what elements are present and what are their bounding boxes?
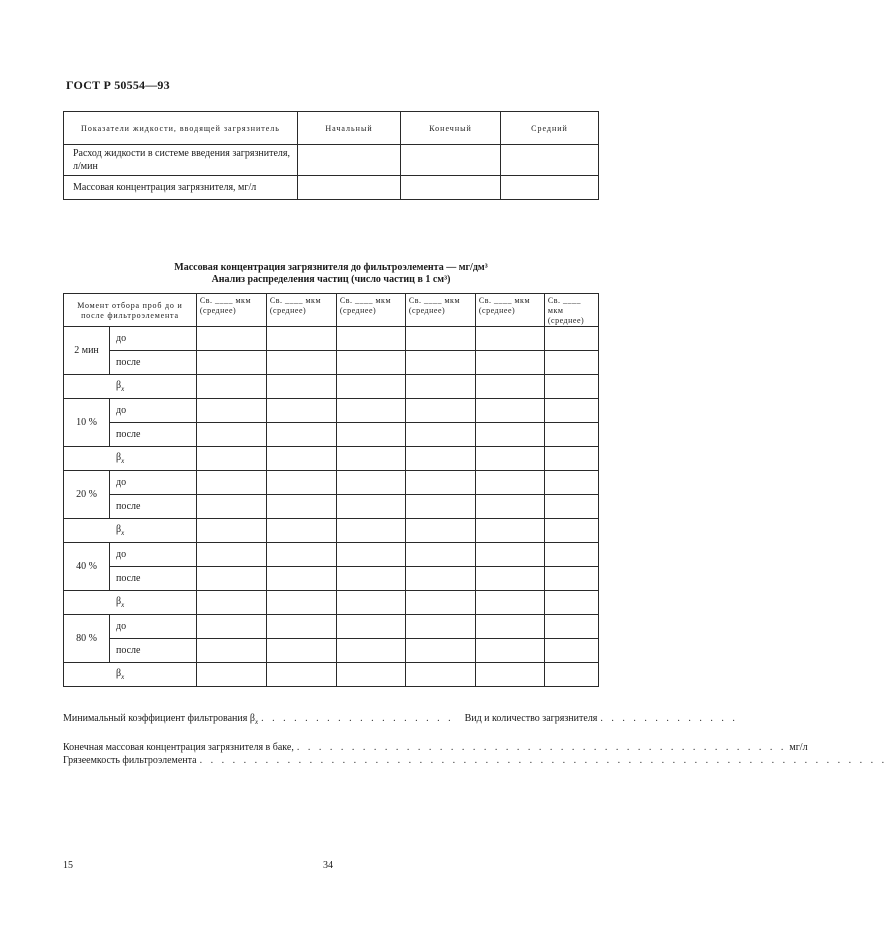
- dot-leader: . . . . . . . . . . . . . . . . . .: [261, 713, 454, 724]
- moment-label: 10 %: [64, 399, 110, 447]
- table-row: [64, 399, 599, 423]
- value-cell: [266, 663, 336, 687]
- value-cell: [501, 145, 599, 176]
- beta-symbol: β: [116, 596, 122, 607]
- value-cell: [501, 176, 599, 200]
- value-cell: [405, 399, 475, 423]
- size-header-suffix: (среднее): [408, 306, 446, 315]
- section-title-line1: Массовая концентрация загрязнителя до фильтроэлемента — мг/дм³: [174, 262, 488, 273]
- value-cell: [475, 663, 544, 687]
- value-cell: [196, 351, 266, 375]
- min-coefficient-sub: x: [254, 718, 259, 726]
- beta-label: [64, 447, 197, 471]
- after-label: после: [110, 639, 197, 663]
- moment-label: 80 %: [64, 615, 110, 663]
- beta-subscript: x: [121, 385, 125, 393]
- after-label: после: [110, 351, 197, 375]
- before-label: до: [110, 543, 197, 567]
- value-cell: [266, 567, 336, 591]
- table-row: [64, 567, 599, 591]
- value-cell: [196, 543, 266, 567]
- min-coefficient-text: Минимальный коэффициент фильтрования β: [63, 713, 255, 724]
- contaminant-label: Вид и количество загрязнителя: [464, 713, 598, 724]
- value-cell: [266, 615, 336, 639]
- value-cell: [266, 399, 336, 423]
- size-header-prefix: Св. ____ мкм: [339, 296, 391, 305]
- value-cell: [405, 543, 475, 567]
- header-average: Средний: [501, 112, 599, 145]
- beta-subscript: x: [121, 601, 125, 609]
- page-number-left: 15: [63, 860, 73, 871]
- table-row: [64, 615, 599, 639]
- table-header-row: [64, 294, 599, 327]
- value-cell: [336, 615, 405, 639]
- value-cell: [475, 423, 544, 447]
- moment-label: 20 %: [64, 471, 110, 519]
- size-header-suffix: (среднее): [199, 306, 237, 315]
- value-cell: [405, 615, 475, 639]
- value-cell: [196, 615, 266, 639]
- value-cell: [266, 375, 336, 399]
- row-label-mass-concentration: Массовая концентрация загрязнителя, мг/л: [64, 176, 298, 200]
- value-cell: [401, 145, 501, 176]
- after-label: после: [110, 567, 197, 591]
- value-cell: [405, 567, 475, 591]
- value-cell: [336, 351, 405, 375]
- beta-subscript: x: [121, 673, 125, 681]
- value-cell: [544, 639, 598, 663]
- size-header-prefix: Св. ____ мкм: [408, 296, 460, 305]
- value-cell: [336, 663, 405, 687]
- table-row: [64, 543, 599, 567]
- value-cell: [544, 543, 598, 567]
- beta-label: [64, 591, 197, 615]
- before-label: до: [110, 399, 197, 423]
- value-cell: [196, 327, 266, 351]
- size-header-prefix: Св. ____ мкм: [478, 296, 530, 305]
- size-header-suffix: (среднее): [339, 306, 377, 315]
- beta-symbol: β: [116, 452, 122, 463]
- before-label: до: [110, 615, 197, 639]
- header-indicators: Показатели жидкости, вводящей загрязнитель: [64, 112, 298, 145]
- value-cell: [405, 471, 475, 495]
- after-label: после: [110, 423, 197, 447]
- value-cell: [475, 615, 544, 639]
- value-cell: [196, 423, 266, 447]
- value-cell: [196, 447, 266, 471]
- value-cell: [544, 423, 598, 447]
- value-cell: [475, 495, 544, 519]
- value-cell: [266, 423, 336, 447]
- value-cell: [544, 471, 598, 495]
- header-initial: Начальный: [298, 112, 401, 145]
- moment-label: 2 мин: [64, 327, 110, 375]
- value-cell: [475, 375, 544, 399]
- value-cell: [405, 447, 475, 471]
- beta-symbol: β: [116, 524, 122, 535]
- value-cell: [475, 543, 544, 567]
- size-column-header: [544, 294, 598, 327]
- value-cell: [336, 543, 405, 567]
- value-cell: [196, 591, 266, 615]
- value-cell: [405, 519, 475, 543]
- final-concentration-line: [63, 742, 808, 753]
- beta-label: [64, 663, 197, 687]
- beta-label: [64, 375, 197, 399]
- value-cell: [405, 663, 475, 687]
- page-number-center: 34: [323, 860, 333, 871]
- value-cell: [544, 615, 598, 639]
- value-cell: [475, 327, 544, 351]
- document-id: ГОСТ Р 50554—93: [66, 78, 170, 92]
- beta-subscript: x: [121, 529, 125, 537]
- value-cell: [544, 399, 598, 423]
- value-cell: [196, 375, 266, 399]
- particle-distribution-table: [63, 293, 599, 687]
- value-cell: [401, 176, 501, 200]
- table-row: [64, 375, 599, 399]
- value-cell: [336, 375, 405, 399]
- value-cell: [336, 447, 405, 471]
- table-row: [64, 351, 599, 375]
- table-row: [64, 519, 599, 543]
- value-cell: [196, 639, 266, 663]
- section-title-line2: Анализ распределения частиц (число частиц в 1 см³): [211, 274, 451, 285]
- header-final: Конечный: [401, 112, 501, 145]
- value-cell: [544, 567, 598, 591]
- value-cell: [266, 327, 336, 351]
- size-column-header: [196, 294, 266, 327]
- size-header-prefix: Св. ____ мкм: [547, 296, 581, 315]
- beta-symbol: β: [116, 668, 122, 679]
- size-column-header: [336, 294, 405, 327]
- value-cell: [266, 471, 336, 495]
- value-cell: [196, 567, 266, 591]
- size-header-suffix: (среднее): [269, 306, 307, 315]
- value-cell: [336, 567, 405, 591]
- value-cell: [405, 375, 475, 399]
- dot-leader: . . . . . . . . . . . . . . . . . . . . . . . . . . . . . . . . . . . . . . . . . . . . . . . . . . . . . . . . . . . . . . .: [199, 755, 888, 766]
- beta-label: [64, 519, 197, 543]
- value-cell: [544, 327, 598, 351]
- value-cell: [336, 639, 405, 663]
- value-cell: [196, 519, 266, 543]
- value-cell: [475, 351, 544, 375]
- value-cell: [266, 351, 336, 375]
- before-label: до: [110, 327, 197, 351]
- value-cell: [475, 639, 544, 663]
- value-cell: [336, 519, 405, 543]
- value-cell: [544, 591, 598, 615]
- final-concentration-unit: мг/л: [789, 742, 808, 753]
- value-cell: [196, 663, 266, 687]
- beta-symbol: β: [116, 380, 122, 391]
- before-label: до: [110, 471, 197, 495]
- table-row: [64, 327, 599, 351]
- value-cell: [544, 663, 598, 687]
- size-header-suffix: (среднее): [547, 316, 585, 325]
- value-cell: [405, 591, 475, 615]
- value-cell: [336, 327, 405, 351]
- value-cell: [266, 591, 336, 615]
- value-cell: [196, 399, 266, 423]
- value-cell: [405, 495, 475, 519]
- min-coefficient-label: [63, 713, 258, 726]
- value-cell: [544, 447, 598, 471]
- table-header-row: [64, 112, 599, 145]
- moment-label: 40 %: [64, 543, 110, 591]
- value-cell: [336, 399, 405, 423]
- row-label-flow-rate: Расход жидкости в системе введения загрязнителя, л/мин: [64, 145, 298, 176]
- fluid-indicators-table: [63, 111, 599, 200]
- final-concentration-label: Конечная массовая концентрация загрязнителя в баке,: [63, 742, 294, 753]
- beta-subscript: x: [121, 457, 125, 465]
- value-cell: [196, 495, 266, 519]
- value-cell: [405, 351, 475, 375]
- table-row: [64, 639, 599, 663]
- value-cell: [336, 423, 405, 447]
- value-cell: [544, 375, 598, 399]
- value-cell: [405, 423, 475, 447]
- size-column-header: [266, 294, 336, 327]
- value-cell: [266, 543, 336, 567]
- table-row: [64, 145, 599, 176]
- value-cell: [266, 495, 336, 519]
- capacity-line: [63, 755, 888, 766]
- value-cell: [475, 447, 544, 471]
- value-cell: [298, 145, 401, 176]
- table-row: [64, 663, 599, 687]
- table-row: [64, 591, 599, 615]
- value-cell: [405, 639, 475, 663]
- table-row: [64, 471, 599, 495]
- value-cell: [475, 591, 544, 615]
- size-header-suffix: (среднее): [478, 306, 516, 315]
- table-row: [64, 447, 599, 471]
- dot-leader: . . . . . . . . . . . . . . . . . . . . . . . . . . . . . . . . . . . . . . . . . . . . .: [296, 742, 787, 753]
- table-row: [64, 423, 599, 447]
- value-cell: [405, 327, 475, 351]
- value-cell: [475, 567, 544, 591]
- value-cell: [336, 495, 405, 519]
- value-cell: [475, 399, 544, 423]
- value-cell: [336, 471, 405, 495]
- table-row: [64, 176, 599, 200]
- value-cell: [544, 351, 598, 375]
- table-row: [64, 495, 599, 519]
- dot-leader: . . . . . . . . . . . . .: [600, 713, 738, 724]
- value-cell: [266, 519, 336, 543]
- value-cell: [544, 519, 598, 543]
- value-cell: [336, 591, 405, 615]
- after-label: после: [110, 495, 197, 519]
- size-column-header: [405, 294, 475, 327]
- value-cell: [475, 519, 544, 543]
- capacity-label: Грязеемкость фильтроэлемента: [63, 755, 197, 766]
- size-header-prefix: Св. ____ мкм: [269, 296, 321, 305]
- value-cell: [475, 471, 544, 495]
- min-coefficient-line: [63, 713, 738, 726]
- header-moment: Момент отбора проб до и после фильтроэлемента: [64, 294, 197, 327]
- value-cell: [266, 639, 336, 663]
- value-cell: [196, 471, 266, 495]
- size-column-header: [475, 294, 544, 327]
- value-cell: [266, 447, 336, 471]
- value-cell: [544, 495, 598, 519]
- value-cell: [298, 176, 401, 200]
- size-header-prefix: Св. ____ мкм: [199, 296, 251, 305]
